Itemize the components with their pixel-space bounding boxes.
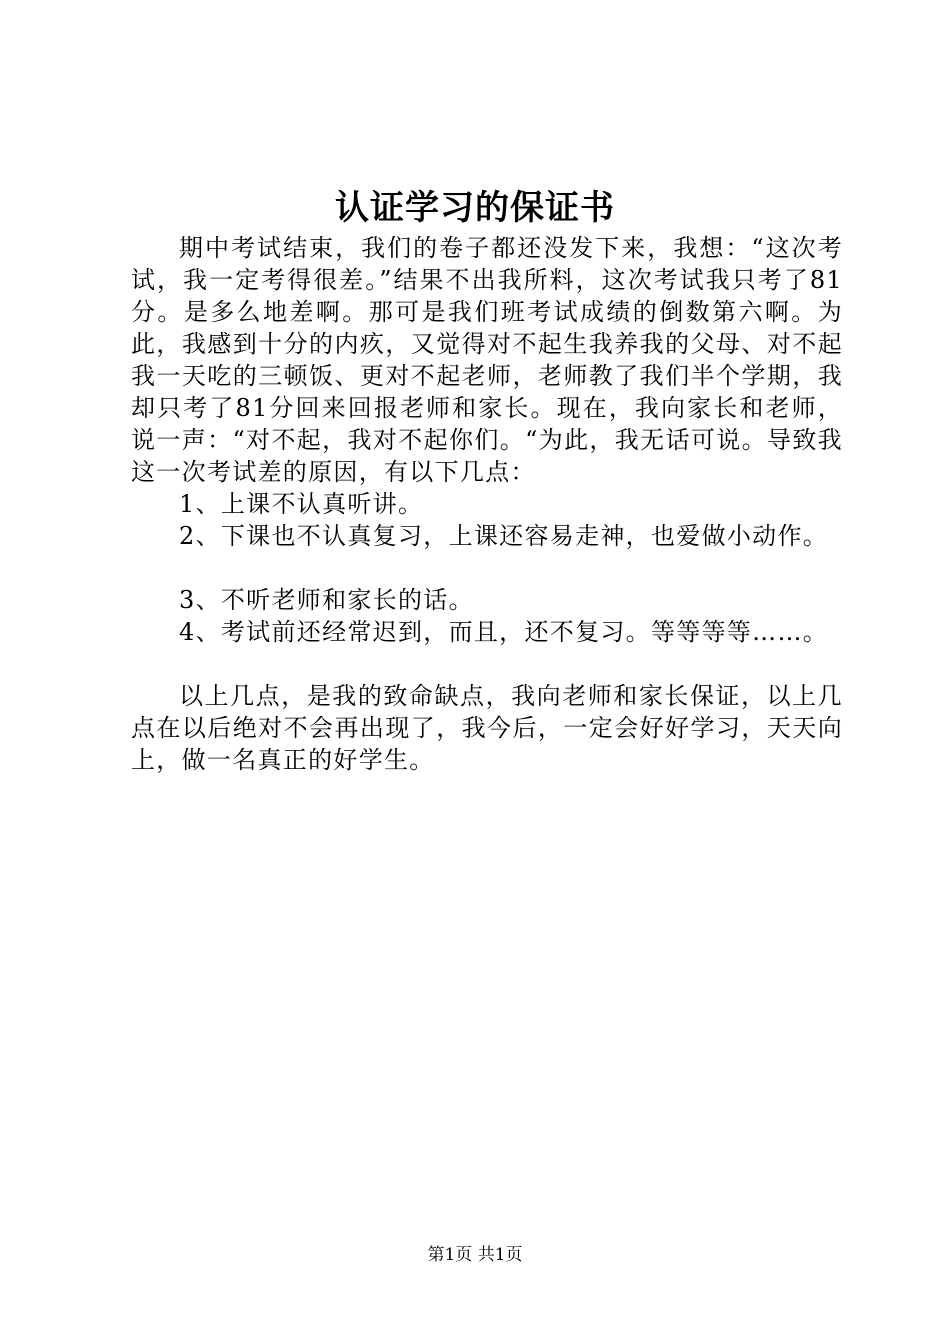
list-item-3: 3、不听老师和家长的话。 [179,586,474,614]
document-title: 认证学习的保证书 [335,188,615,228]
intro-paragraph: 期中考试结束，我们的卷子都还没发下来，我想：“这次考试，我一定考得很差。”结果不出我所料，这次考试我只考了81分。是多么地差啊。那可是我们班考试成绩的倒数第六啊。为此，我感到十分的内疚，又觉得对不起生我养我的父母、对不起我一天吃的三顿饭、更对不起老师，老师教了我们半个学期，我却只考了81分回来回报老师和家长。现在，我向家长和老师，说一声：“对不起，我对不起你们。“为此，我无话可说。导致我这一次考试差的原因，有以下几点： [131,234,843,486]
list-item-4: 4、考试前还经常迟到，而且，还不复习。等等等等……。 [179,618,829,646]
list-item-1: 1、上课不认真听讲。 [179,490,424,518]
page-footer: 第1页 共1页 [427,1245,523,1265]
document-body [131,232,843,776]
spacer [131,552,843,584]
list-item-2: 2、下课也不认真复习，上课还容易走神，也爱做小动作。 [179,522,829,550]
spacer [131,648,843,680]
closing-paragraph: 以上几点，是我的致命缺点，我向老师和家长保证，以上几点在以后绝对不会再出现了，我今后，一定会好好学习，天天向上，做一名真正的好学生。 [131,682,843,774]
